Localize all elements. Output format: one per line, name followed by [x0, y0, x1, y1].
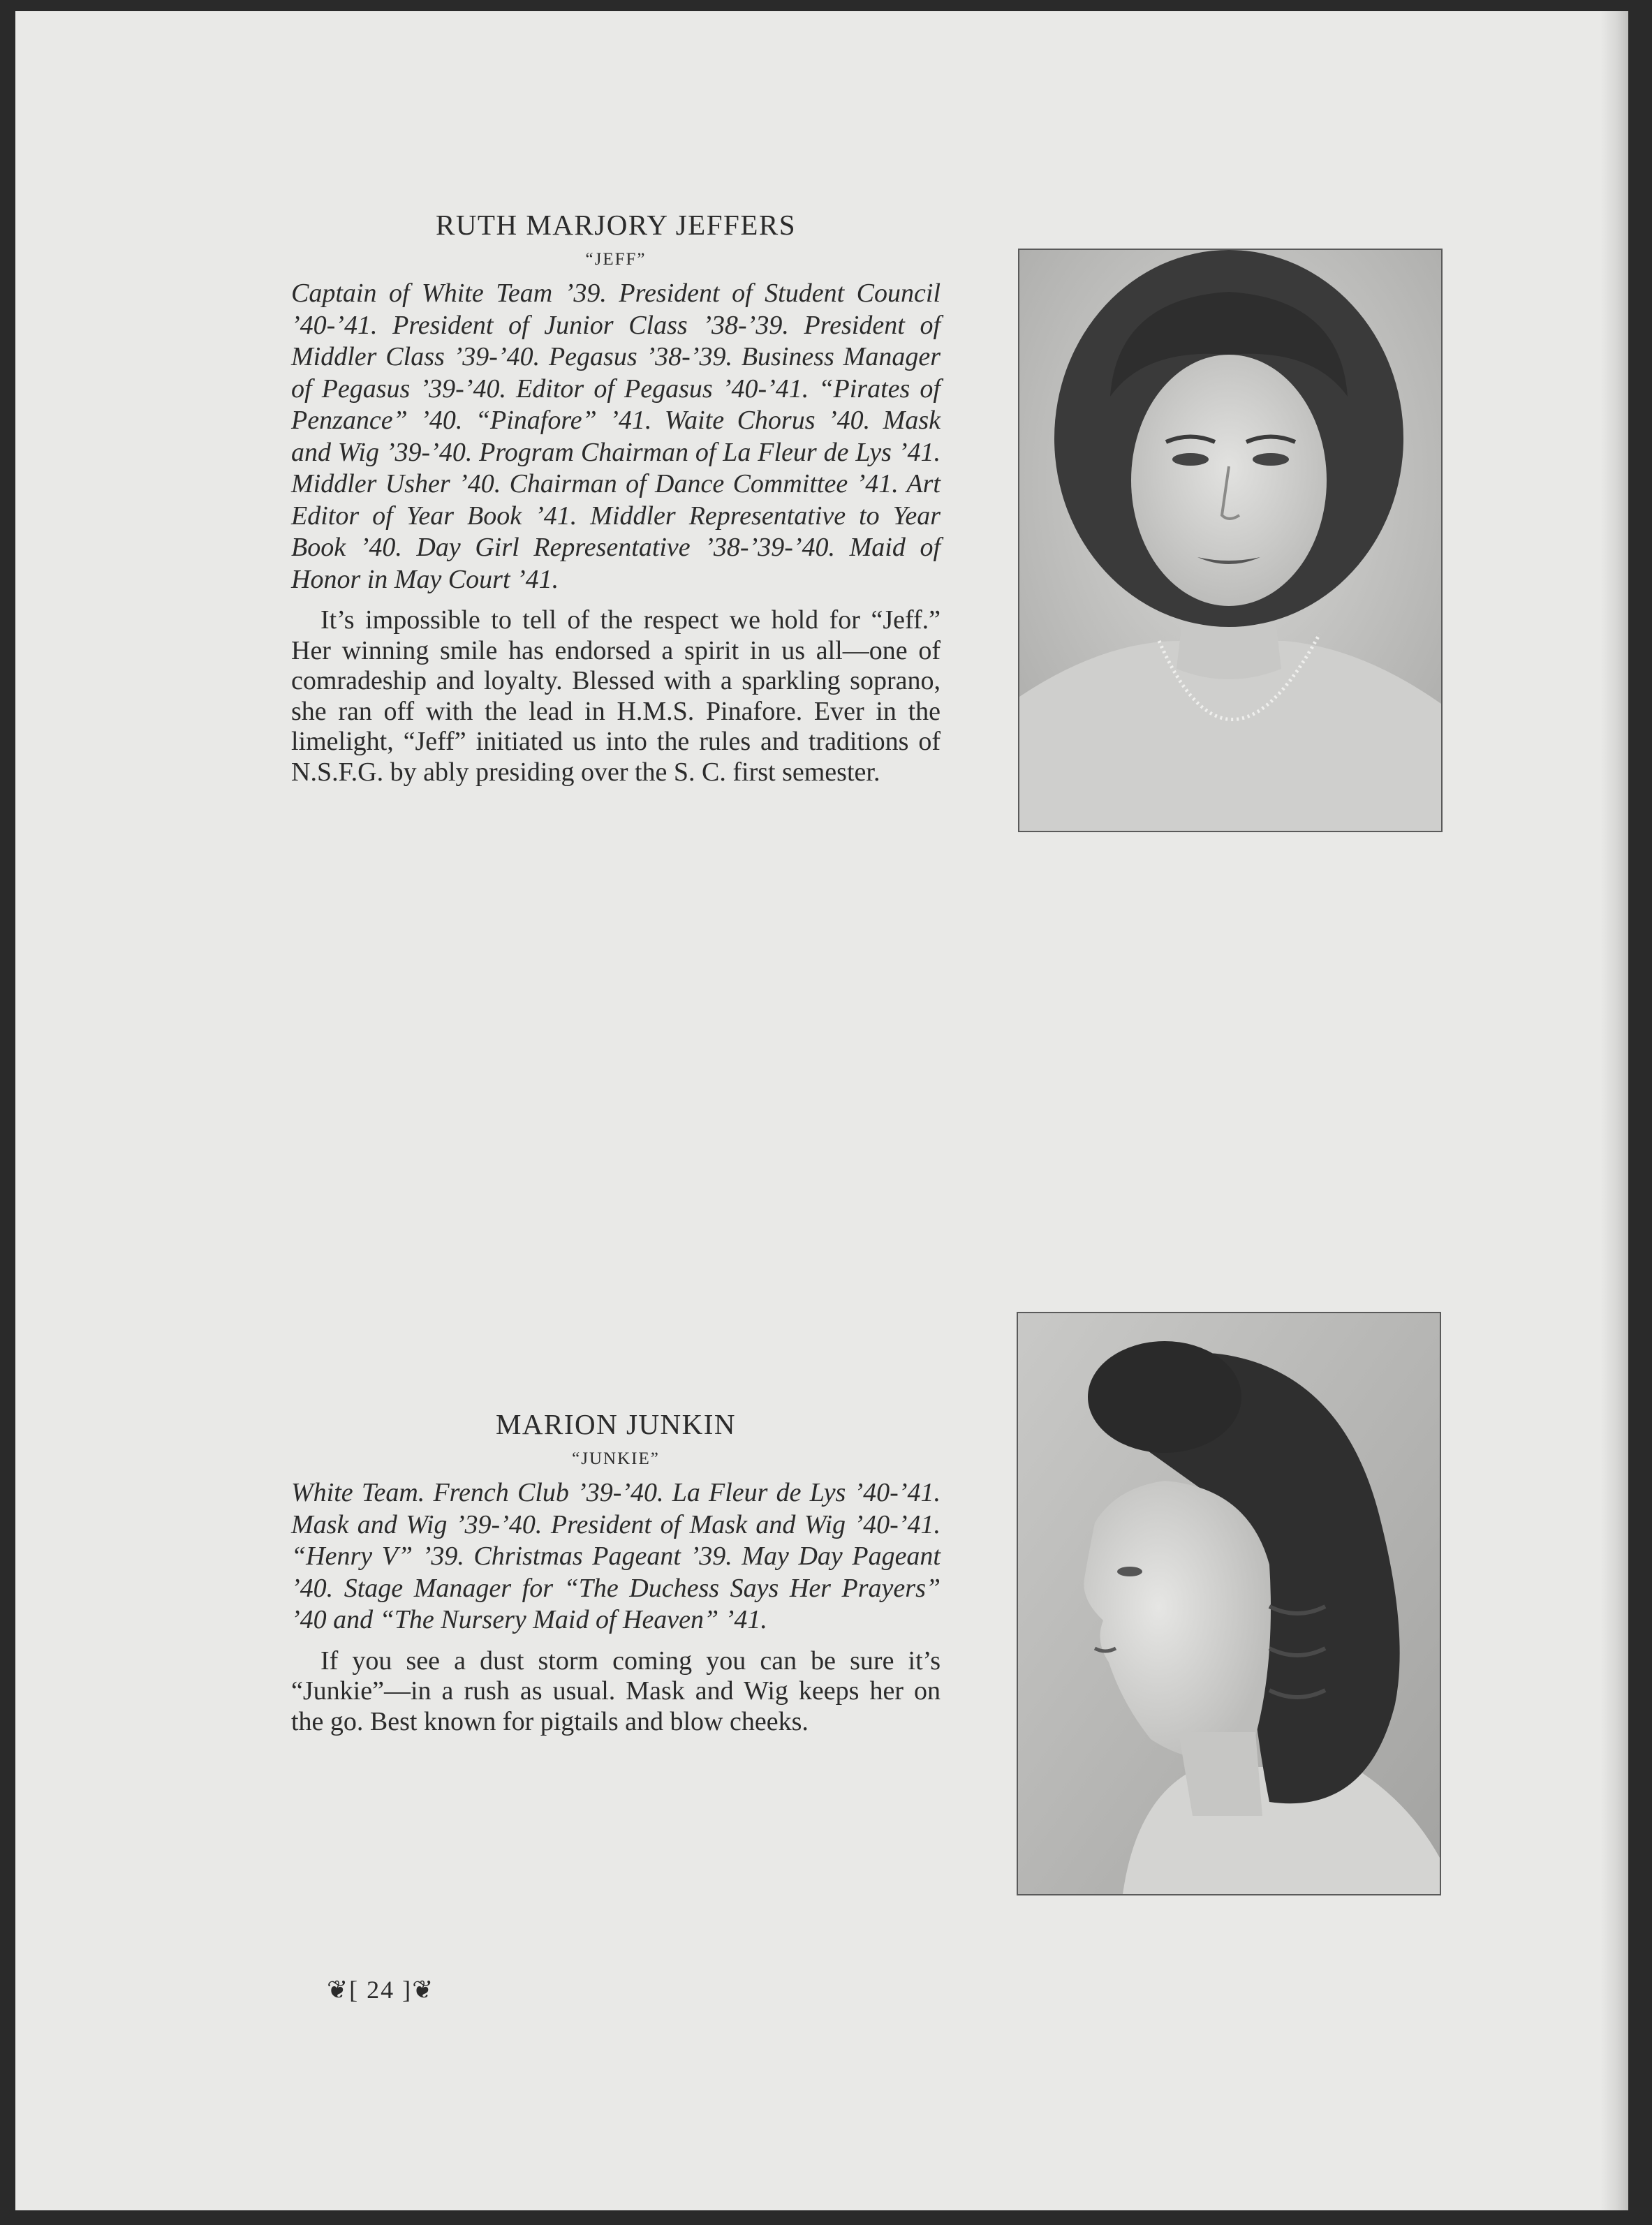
student-name: RUTH MARJORY JEFFERS [435, 209, 797, 241]
portrait-photo-jeffers [1018, 249, 1443, 832]
activities-list: White Team. French Club ’39-’40. La Fleur de Lys ’40-’41. Mask and Wig ’39-’40. President of Mask and Wig ’40-’41. “Henry V” ’39. Christmas Pageant ’39. May Day Pageant ’40. Stage Manager for “The Duchess Says Her Prayers” ’40 and “The Nursery Maid of Heaven” ’41. [291, 1478, 941, 1634]
yearbook-page [15, 11, 1628, 2210]
student-name: MARION JUNKIN [495, 1408, 737, 1440]
spine-shadow [1600, 11, 1628, 2210]
student-bio: If you see a dust storm coming you can be sure it’s “Junkie”—in a rush as usual. Mask and Wig keeps her on the go. Best known for pigtails and blow cheeks. [291, 1646, 941, 1736]
student-bio: It’s impossible to tell of the respect we hold for “Jeff.” Her winning smile has endorsed a spirit in us all—one of comradeship and loyalty. Blessed with a sparkling soprano, she ran off with the lead in H.M.S. Pinafore. Ever in the limelight, “Jeff” initiated us into the rules and traditions of N.S.F.G. by ably presiding over the S. C. first semester. [291, 605, 941, 787]
entry-junkin [291, 1407, 941, 1737]
entry-jeffers [291, 208, 941, 788]
portrait-photo-junkin [1017, 1312, 1441, 1895]
student-nickname: “JUNKIE” [572, 1449, 660, 1468]
student-nickname: “JEFF” [585, 250, 647, 269]
activities-list: Captain of White Team ’39. President of Student Council ’40-’41. President of Junior Class ’38-’39. President of Middler Class ’39-’40. Pegasus ’38-’39. Business Manager of Pegasus ’39-’40. Editor of Pegasus ’40-’41. “Pirates of Penzance” ’40. “Pinafore” ’41. Waite Chorus ’40. Mask and Wig ’39-’40. Program Chairman of La Fleur de Lys ’41. Middler Usher ’40. Chairman of Dance Committee ’41. Art Editor of Year Book ’41. Middler Representative to Year Book ’40. Day Girl Representative ’38-’39-’40. Maid of Honor in May Court ’41. [291, 279, 941, 594]
page-number: ❦[ 24 ]❦ [327, 1976, 435, 2004]
